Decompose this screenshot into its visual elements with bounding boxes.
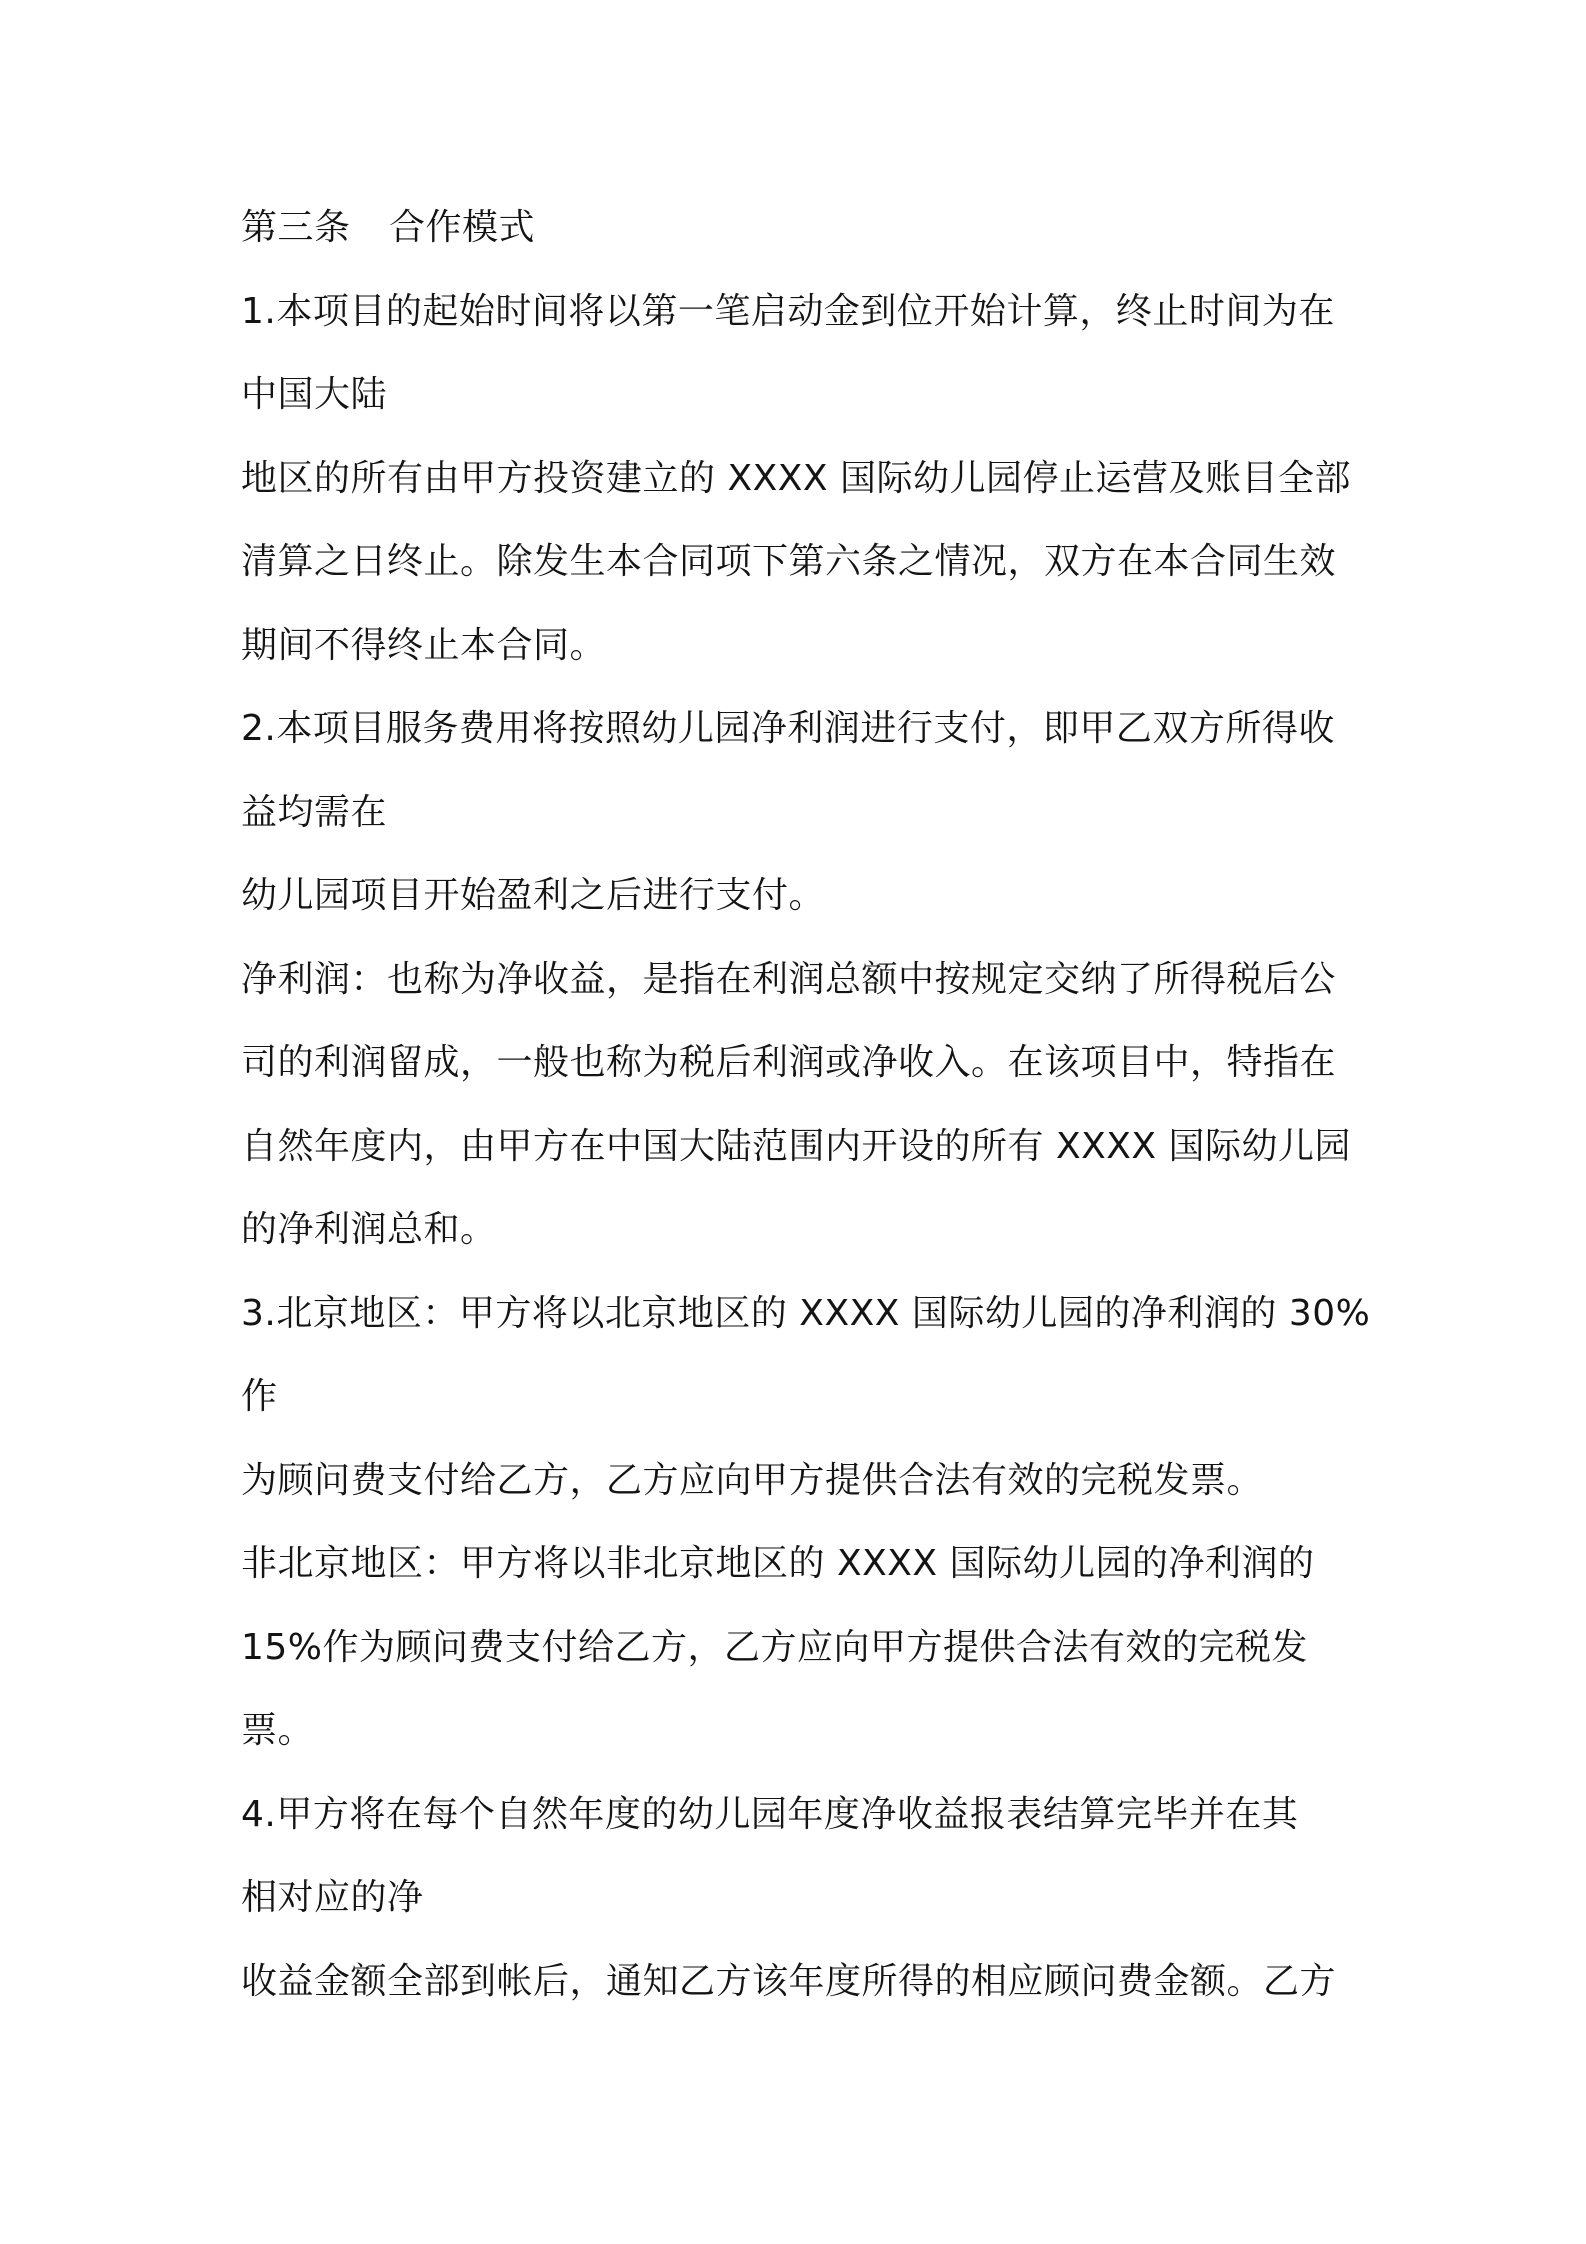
text-line: 益均需在 bbox=[241, 791, 388, 833]
text-line: 清算之日终止。除发生本合同项下第六条之情况，双方在本合同生效 bbox=[241, 541, 1337, 582]
text-line: 自然年度内，由甲方在中国大陆范围内开设的所有 XXXX 国际幼儿园 bbox=[241, 1125, 1352, 1167]
text-line: 净利润：也称为净收益，是指在利润总额中按规定交纳了所得税后公 bbox=[241, 958, 1337, 1000]
text-line: 地区的所有由甲方投资建立的 XXXX 国际幼儿园停止运营及账目全部 bbox=[241, 457, 1352, 499]
text-line: 司的利润留成，一般也称为税后利润或净收入。在该项目中，特指在 bbox=[241, 1042, 1337, 1083]
text-line: 2.本项目服务费用将按照幼儿园净利润进行支付，即甲乙双方所得收 bbox=[241, 708, 1335, 749]
text-line: 的净利润总和。 bbox=[241, 1209, 497, 1250]
text-line: 3.北京地区：甲方将以北京地区的 XXXX 国际幼儿园的净利润的 30% bbox=[241, 1292, 1371, 1334]
text-line: 非北京地区：甲方将以非北京地区的 XXXX 国际幼儿园的净利润的 bbox=[241, 1543, 1315, 1584]
article-number: 第三条 bbox=[241, 207, 351, 248]
text-line: 4.甲方将在每个自然年度的幼儿园年度净收益报表结算完毕并在其 bbox=[241, 1793, 1299, 1835]
text-line: 中国大陆 bbox=[241, 374, 388, 415]
document-body bbox=[241, 198, 1371, 2035]
text-line: 相对应的净 bbox=[241, 1877, 424, 1918]
text-line: 幼儿园项目开始盈利之后进行支付。 bbox=[241, 875, 826, 916]
text-line: 期间不得终止本合同。 bbox=[241, 624, 607, 666]
text-line: 收益金额全部到帐后，通知乙方该年度所得的相应顾问费金额。乙方 bbox=[241, 1960, 1337, 2002]
article-heading bbox=[241, 198, 1361, 282]
text-line: 票。 bbox=[241, 1710, 315, 1751]
text-line: 15%作为顾问费支付给乙方，乙方应向甲方提供合法有效的完税发 bbox=[241, 1626, 1309, 1668]
text-line: 作 bbox=[241, 1376, 278, 1417]
text-line: 1.本项目的起始时间将以第一笔启动金到位开始计算，终止时间为在 bbox=[241, 290, 1335, 332]
article-title: 合作模式 bbox=[389, 207, 536, 248]
text-line: 为顾问费支付给乙方，乙方应向甲方提供合法有效的完税发票。 bbox=[241, 1459, 1264, 1501]
